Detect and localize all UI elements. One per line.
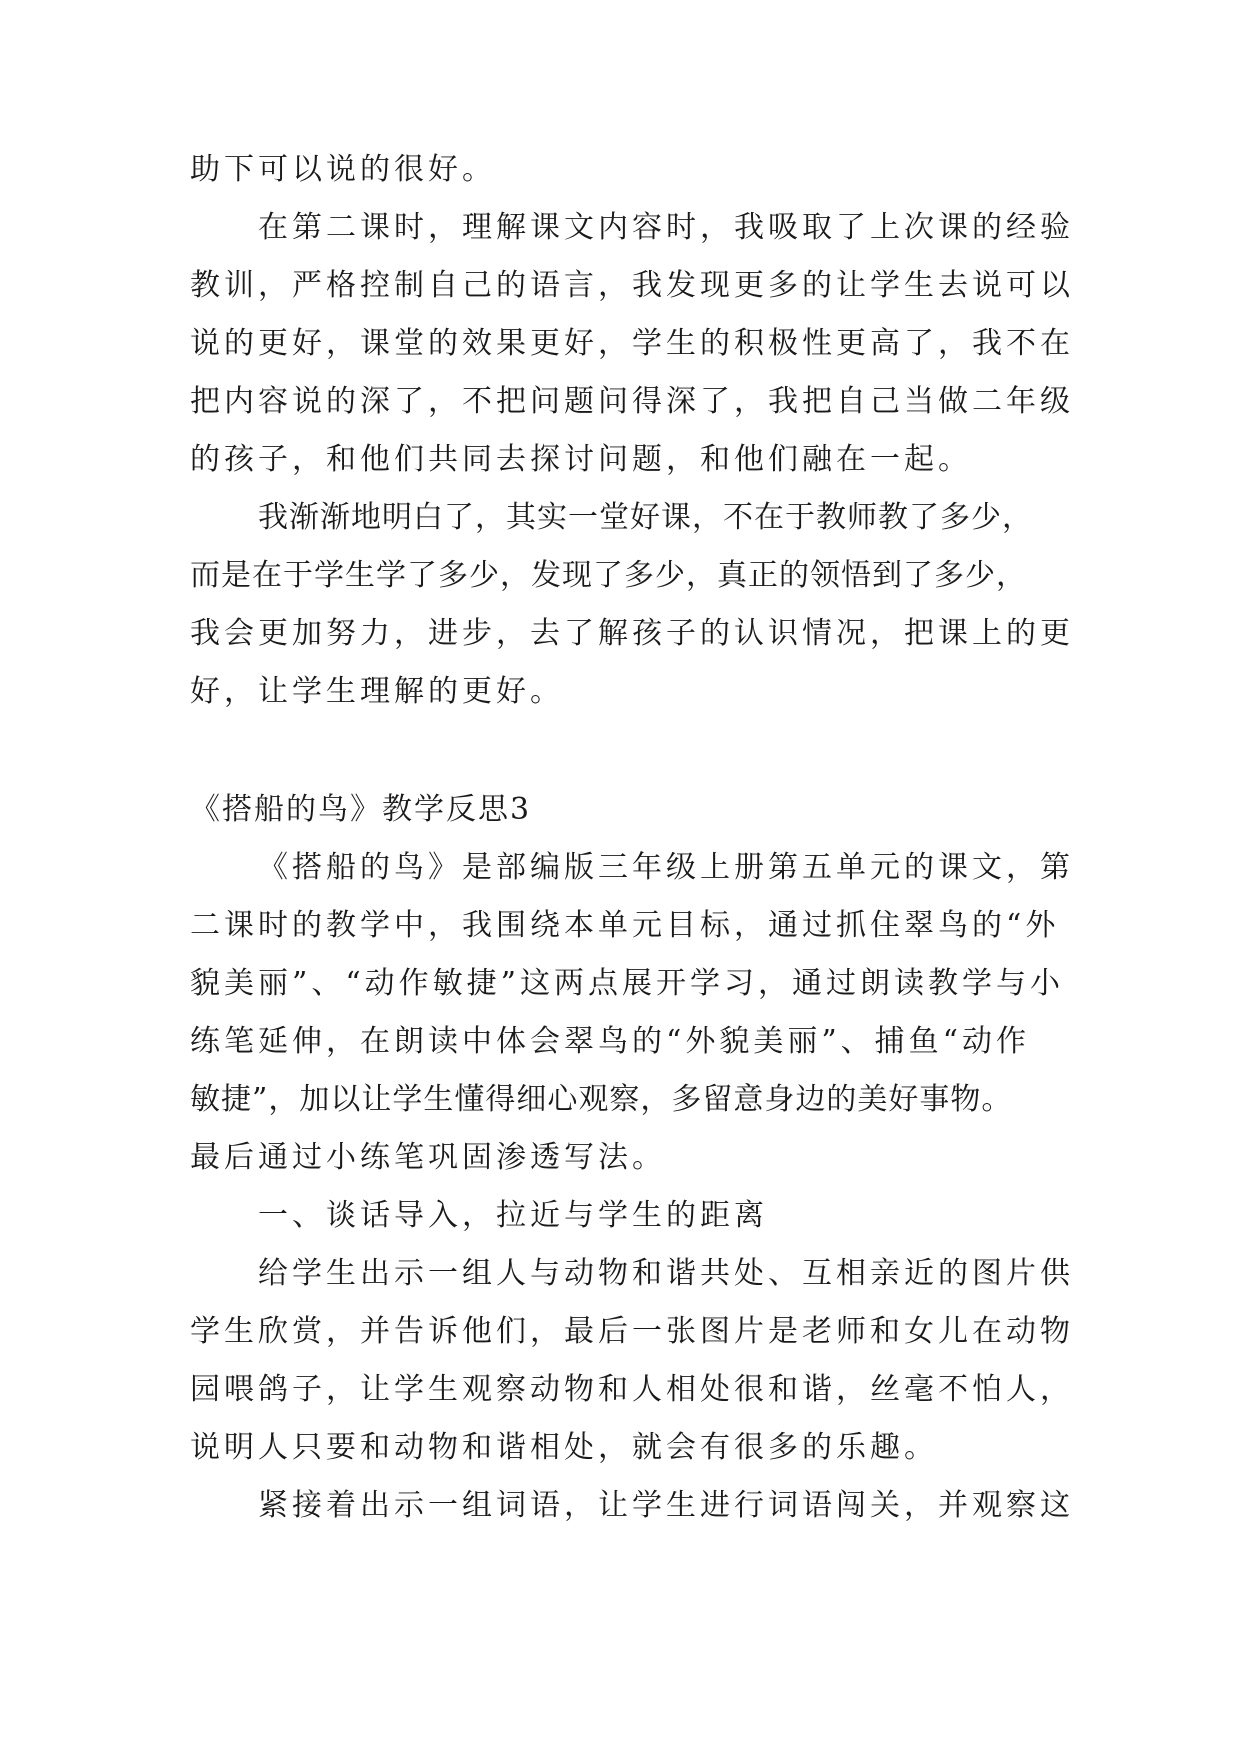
paragraph-line: 紧接着出示一组词语，让学生进行词语闯关，并观察这 [258,1488,1074,1523]
paragraph-line: 教训，严格控制自己的语言，我发现更多的让学生去说可以 [190,268,1074,303]
paragraph-line: 助下可以说的很好。 [190,152,496,187]
paragraph-line: 《搭船的鸟》是部编版三年级上册第五单元的课文，第 [258,850,1074,885]
paragraph-line: 园喂鸽子，让学生观察动物和人相处很和谐，丝毫不怕人， [190,1372,1074,1407]
section-heading: 《搭船的鸟》教学反思3 [190,792,532,827]
paragraph-line: 把内容说的深了，不把问题问得深了，我把自己当做二年级 [190,384,1074,419]
paragraph-line: 好，让学生理解的更好。 [190,674,564,709]
paragraph-line: 而是在于学生学了多少，发现了多少，真正的领悟到了多少， [190,558,1027,593]
paragraph-line: 敏捷”，加以让学生懂得细心观察，多留意身边的美好事物。 [190,1082,1013,1117]
paragraph-line: 最后通过小练笔巩固渗透写法。 [190,1140,666,1175]
paragraph-line: 我渐渐地明白了，其实一堂好课，不在于教师教了多少， [258,500,1033,535]
paragraph-line: 二课时的教学中，我围绕本单元目标，通过抓住翠鸟的“外 [190,908,1060,943]
paragraph-line: 我会更加努力，进步，去了解孩子的认识情况，把课上的更 [190,616,1074,651]
paragraph-line: 学生欣赏，并告诉他们，最后一张图片是老师和女儿在动物 [190,1314,1074,1349]
paragraph-line: 的孩子，和他们共同去探讨问题，和他们融在一起。 [190,442,972,477]
subsection-heading: 一、谈话导入，拉近与学生的距离 [258,1198,768,1233]
paragraph-line: 说的更好，课堂的效果更好，学生的积极性更高了，我不在 [190,326,1074,361]
paragraph-line: 练笔延伸，在朗读中体会翠鸟的“外貌美丽”、捕鱼“动作 [190,1024,1031,1059]
paragraph-line: 说明人只要和动物和谐相处，就会有很多的乐趣。 [190,1430,938,1465]
paragraph-line: 给学生出示一组人与动物和谐共处、互相亲近的图片供 [258,1256,1074,1291]
paragraph-line: 貌美丽”、“动作敏捷”这两点展开学习，通过朗读教学与小 [190,966,1065,1001]
paragraph-line: 在第二课时，理解课文内容时，我吸取了上次课的经验 [258,210,1074,245]
